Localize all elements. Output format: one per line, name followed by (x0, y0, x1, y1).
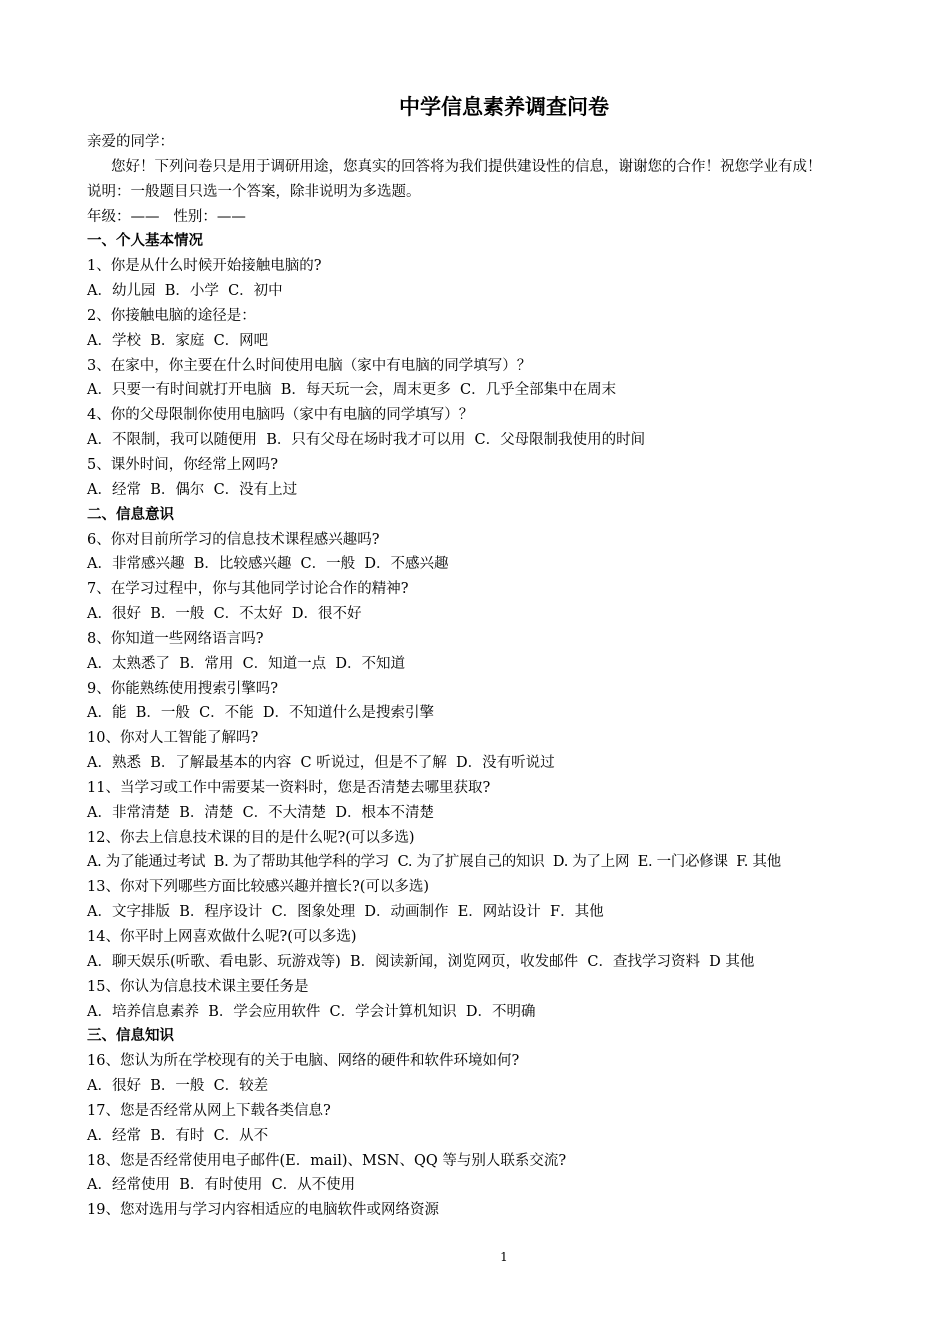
question-18-options: A．经常使用 B．有时使用 C．从不使用 (87, 1177, 356, 1194)
question-8: 8、你知道一些网络语言吗? (87, 630, 264, 647)
intro-paragraph: 您好！下列问卷只是用于调研用途，您真实的回答将为我们提供建设性的信息，谢谢您的合作！祝您学业有成！ (111, 158, 822, 175)
question-18: 18、您是否经常使用电子邮件(E．mail)、MSN、QQ 等与别人联系交流? (87, 1152, 567, 1169)
question-15: 15、你认为信息技术课主要任务是 (87, 978, 309, 995)
question-5: 5、课外时间，你经常上网吗? (87, 456, 278, 473)
question-16: 16、您认为所在学校现有的关于电脑、网络的硬件和软件环境如何? (87, 1053, 520, 1070)
question-12: 12、你去上信息技术课的目的是什么呢?(可以多选) (87, 829, 415, 846)
question-17: 17、您是否经常从网上下载各类信息? (87, 1102, 331, 1119)
question-15-options: A．培养信息素养 B．学会应用软件 C．学会计算机知识 D．不明确 (87, 1003, 536, 1020)
question-11-options: A．非常清楚 B．清楚 C．不大清楚 D．根本不清楚 (87, 804, 434, 821)
question-13: 13、你对下列哪些方面比较感兴趣并擅长?(可以多选) (87, 879, 430, 896)
question-2: 2、你接触电脑的途径是： (87, 307, 256, 324)
question-12-options: A. 为了能通过考试 B. 为了帮助其他学科的学习 C. 为了扩展自己的知识 D. 为了上网 E. 一门必修课 F. 其他 (87, 854, 781, 871)
question-1-options: A．幼儿园 B．小学 C．初中 (87, 283, 283, 300)
section-heading-basic-info: 一、个人基本情况 (87, 232, 203, 250)
question-6: 6、你对目前所学习的信息技术课程感兴趣吗? (87, 531, 380, 548)
question-14: 14、你平时上网喜欢做什么呢?(可以多选) (87, 929, 357, 945)
page-title: 中学信息素养调查问卷 (399, 94, 609, 119)
question-7-options: A．很好 B．一般 C．不太好 D．很不好 (87, 606, 362, 623)
question-4-options: A．不限制，我可以随便用 B．只有父母在场时我才可以用 C．父母限制我使用的时间 (87, 432, 646, 449)
question-2-options: A．学校 B．家庭 C．网吧 (87, 332, 269, 349)
question-5-options: A．经常 B．偶尔 C．没有上过 (87, 481, 298, 498)
section-heading-info-awareness: 二、信息意识 (87, 505, 174, 523)
question-10-options: A．熟悉 B．了解最基本的内容 C 听说过，但是不了解 D．没有听说过 (87, 755, 555, 772)
question-19: 19、您对选用与学习内容相适应的电脑软件或网络资源 (87, 1202, 439, 1219)
question-1: 1、你是从什么时候开始接触电脑的? (87, 258, 322, 275)
question-8-options: A．太熟悉了 B．常用 C．知道一点 D．不知道 (87, 655, 406, 672)
page-number: 1 (500, 1250, 508, 1264)
question-4: 4、你的父母限制你使用电脑吗（家中有电脑的同学填写）？ (87, 407, 474, 424)
question-17-options: A．经常 B．有时 C．从不 (87, 1127, 269, 1144)
question-7: 7、在学习过程中，你与其他同学讨论合作的精神? (87, 581, 409, 598)
question-10: 10、你对人工智能了解吗? (87, 730, 259, 747)
instructions-note: 说明：一般题目只选一个答案，除非说明为多选题。 (87, 183, 421, 200)
question-3: 3、在家中，你主要在什么时间使用电脑（家中有电脑的同学填写）？ (87, 357, 532, 374)
question-6-options: A．非常感兴趣 B．比较感兴趣 C．一般 D．不感兴趣 (87, 556, 449, 573)
document-body (87, 130, 927, 1223)
question-9-options: A．能 B．一般 C．不能 D．不知道什么是搜索引擎 (87, 705, 434, 722)
question-14-options: A．聊天娱乐(听歌、看电影、玩游戏等) B．阅读新闻，浏览网页，收发邮件 C．查找学习资料 D 其他 (87, 953, 755, 970)
question-16-options: A．很好 B．一般 C．较差 (87, 1078, 269, 1095)
question-3-options: A．只要一有时间就打开电脑 B．每天玩一会，周末更多 C．几乎全部集中在周末 (87, 382, 617, 399)
question-9: 9、你能熟练使用搜索引擎吗? (87, 680, 278, 697)
question-11: 11、当学习或工作中需要某一资料时，您是否清楚去哪里获取? (87, 779, 491, 796)
grade-gender-line: 年级：—— 性别：—— (87, 208, 246, 225)
greeting: 亲爱的同学： (87, 134, 174, 150)
question-13-options: A．文字排版 B．程序设计 C．图象处理 D．动画制作 E．网站设计 F．其他 (87, 904, 604, 921)
section-heading-info-knowledge: 三、信息知识 (87, 1027, 174, 1045)
